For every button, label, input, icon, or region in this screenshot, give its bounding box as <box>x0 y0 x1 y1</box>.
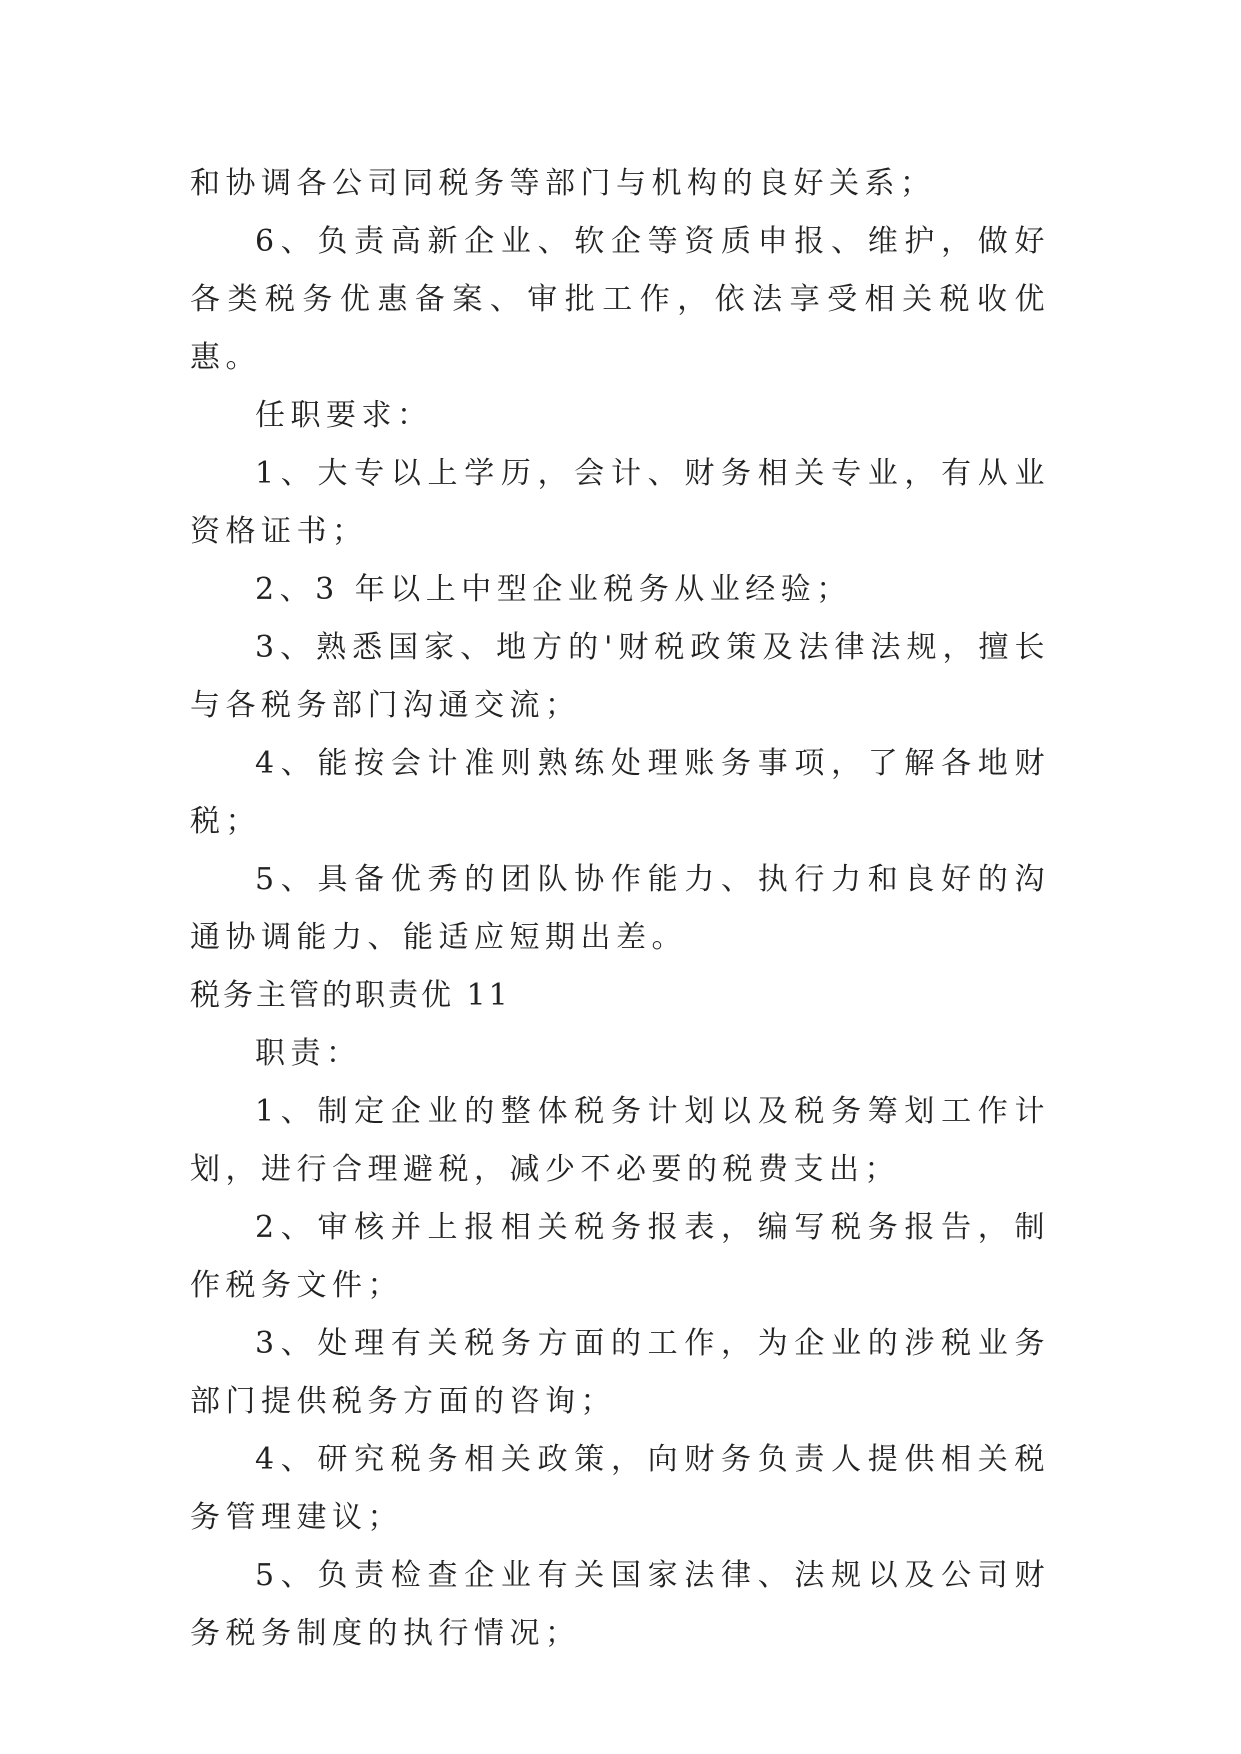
section-heading: 税务主管的职责优 11 <box>190 978 511 1013</box>
paragraph-requirement-4: 4、能按会计准则熟练处理账务事项，了解各地财税； <box>190 746 1050 839</box>
paragraph-duty-1: 1、制定企业的整体税务计划以及税务筹划工作计划，进行合理避税，减少不必要的税费支出； <box>190 1094 1050 1187</box>
paragraph-continuation: 和协调各公司同税务等部门与机构的良好关系； <box>190 166 936 201</box>
paragraph-requirement-5: 5、具备优秀的团队协作能力、执行力和良好的沟通协调能力、能适应短期出差。 <box>190 862 1050 955</box>
document-page <box>190 155 1050 1663</box>
paragraph-duty-4: 4、研究税务相关政策，向财务负责人提供相关税务管理建议； <box>190 1442 1050 1535</box>
paragraph-duty-2: 2、审核并上报相关税务报表，编写税务报告，制作税务文件； <box>190 1210 1050 1303</box>
paragraph-duty-5: 5、负责检查企业有关国家法律、法规以及公司财务税务制度的执行情况； <box>190 1558 1050 1651</box>
paragraph-requirements-title: 任职要求： <box>255 398 433 433</box>
paragraph-item-6: 6、负责高新企业、软企等资质申报、维护，做好各类税务优惠备案、审批工作，依法享受相关税收优惠。 <box>190 224 1050 375</box>
paragraph-duty-3: 3、处理有关税务方面的工作，为企业的涉税业务部门提供税务方面的咨询； <box>190 1326 1050 1419</box>
paragraph-requirement-3: 3、熟悉国家、地方的'财税政策及法律法规，擅长与各税务部门沟通交流； <box>190 630 1050 723</box>
paragraph-requirement-1: 1、大专以上学历，会计、财务相关专业，有从业资格证书； <box>190 456 1050 549</box>
paragraph-requirement-2: 2、3 年以上中型企业税务从业经验； <box>255 572 852 607</box>
paragraph-duties-title: 职责： <box>255 1036 362 1071</box>
